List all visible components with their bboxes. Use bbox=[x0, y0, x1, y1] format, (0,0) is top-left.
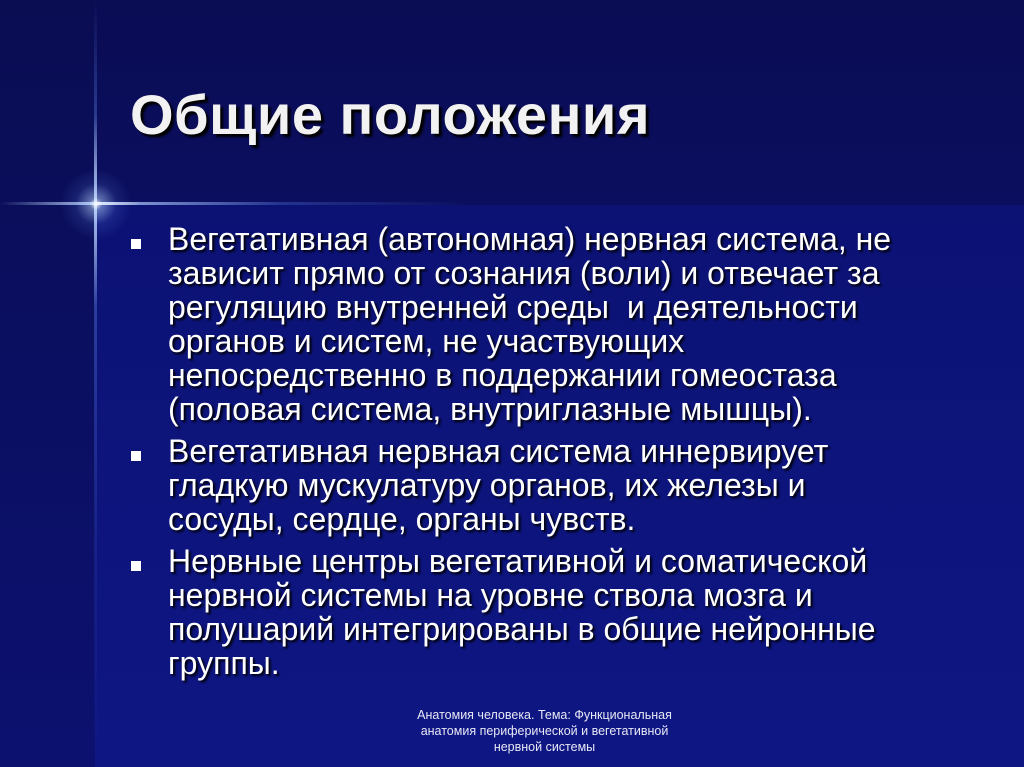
sparkle-glow bbox=[60, 168, 132, 240]
bullet-line: Вегетативная нервная система иннервирует bbox=[168, 433, 829, 469]
bullet-text bbox=[168, 222, 958, 426]
bullet-text bbox=[168, 434, 958, 536]
bullet-line: нервной системы на уровне ствола мозга и bbox=[168, 577, 813, 613]
bullet-line: непосредственно в поддержании гомеостаза bbox=[168, 357, 837, 393]
footer-line: анатомия периферической и вегетативной bbox=[420, 724, 669, 738]
bullet-square-icon bbox=[131, 239, 141, 249]
slide-footer bbox=[372, 707, 717, 755]
footer-line: нервной системы bbox=[493, 740, 596, 754]
bullet-text bbox=[168, 544, 958, 680]
left-background-band bbox=[0, 0, 95, 767]
bullet-line: гладкую мускулатуру органов, их железы и bbox=[168, 467, 806, 503]
slide-title: Общие положения bbox=[130, 83, 651, 146]
bullet-line: зависит прямо от сознания (воли) и отвечает за bbox=[168, 255, 880, 291]
bullet-item-2 bbox=[128, 434, 958, 536]
footer-line: Анатомия человека. Тема: Функциональная bbox=[417, 708, 672, 722]
bullet-item-1 bbox=[128, 222, 958, 426]
bullet-line: регуляцию внутренней среды и деятельности bbox=[168, 289, 858, 325]
bullet-list bbox=[128, 222, 958, 688]
bullet-line: группы. bbox=[168, 645, 280, 681]
bullet-line: Вегетативная (автономная) нервная система, не bbox=[168, 221, 892, 257]
bullet-item-3 bbox=[128, 544, 958, 680]
bullet-line: органов и систем, не участвующих bbox=[168, 323, 685, 359]
bullet-line: (половая система, внутриглазные мышцы). bbox=[168, 391, 812, 427]
bullet-square-icon bbox=[131, 561, 141, 571]
bullet-line: сосуды, сердце, органы чувств. bbox=[168, 501, 636, 537]
bullet-line: Нервные центры вегетативной и соматической bbox=[168, 543, 868, 579]
sparkle-vertical-line bbox=[94, 0, 97, 767]
bullet-line: полушарий интегрированы в общие нейронные bbox=[168, 611, 876, 647]
bullet-square-icon bbox=[131, 451, 141, 461]
